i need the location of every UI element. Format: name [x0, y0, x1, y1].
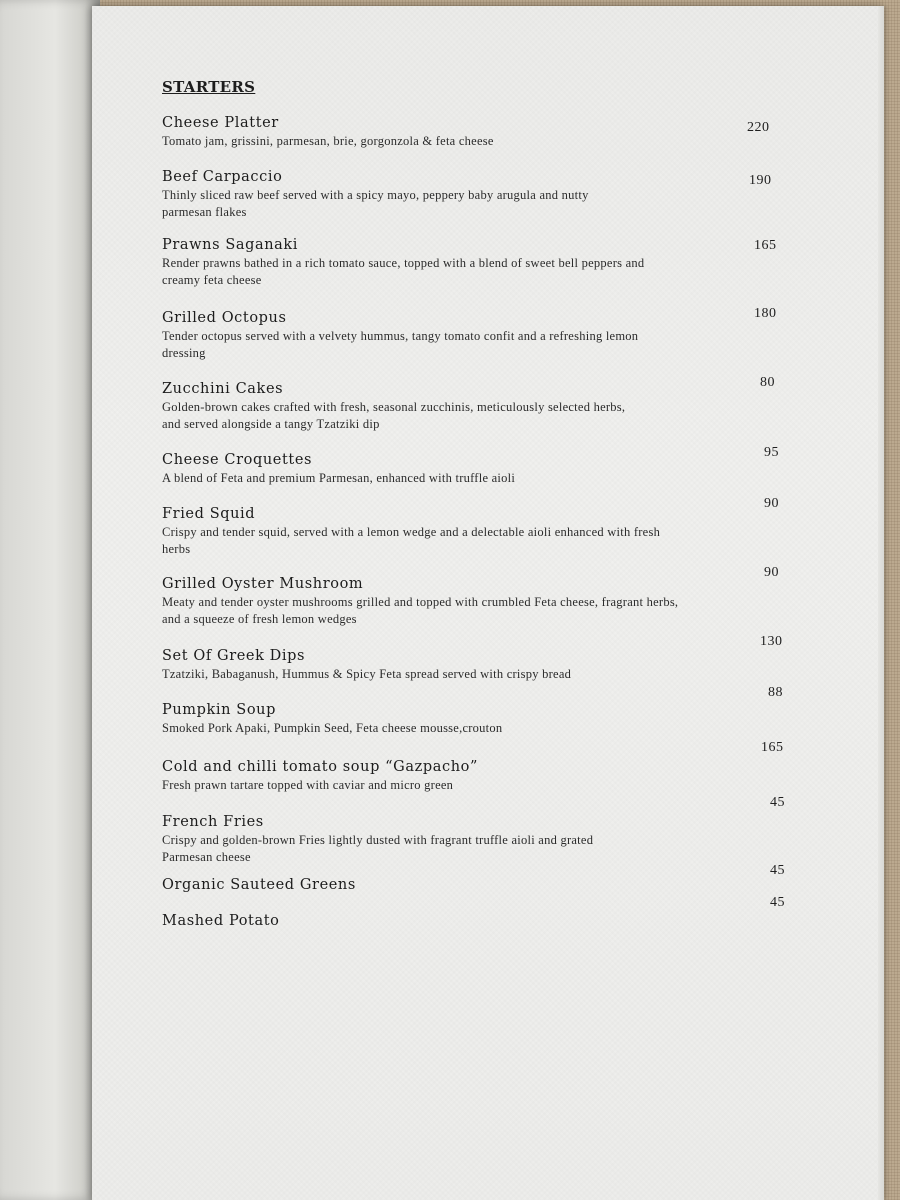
menu-item-price: 165: [761, 740, 784, 755]
menu-item-name: Grilled Octopus: [162, 310, 287, 326]
menu-item-name: Cold and chilli tomato soup “Gazpacho”: [162, 759, 478, 775]
menu-item-price: 90: [764, 496, 779, 511]
menu-item-name: Set Of Greek Dips: [162, 648, 306, 664]
menu-item-name: Cheese Platter: [162, 115, 279, 131]
menu-item-description: Fresh prawn tartare topped with caviar and micro green: [162, 778, 454, 792]
menu-item: [162, 701, 782, 737]
menu-item: [162, 236, 782, 288]
menu-item-price: 45: [770, 863, 785, 878]
menu-item-name: Grilled Oyster Mushroom: [162, 576, 364, 592]
menu-item-description: Tomato jam, grissini, parmesan, brie, gorgonzola & feta cheese: [162, 134, 494, 148]
page-edge: [878, 6, 884, 1200]
menu-item: [162, 813, 782, 865]
menu-item-name: Beef Carpaccio: [162, 169, 283, 185]
left-page: [0, 0, 100, 1200]
menu-item-price: 220: [747, 120, 770, 135]
menu-item: [162, 451, 782, 487]
menu-item-description: Smoked Pork Apaki, Pumpkin Seed, Feta cheese mousse,crouton: [162, 721, 503, 735]
menu-item-description: Golden-brown cakes crafted with fresh, seasonal zucchinis, meticulously selected herbs, and served alongside a tangy Tzatziki dip: [162, 400, 626, 431]
menu-item: [162, 647, 782, 683]
menu-item: [162, 309, 782, 361]
menu-item: [162, 912, 782, 931]
menu-item: [162, 876, 782, 895]
menu-item-name: Prawns Saganaki: [162, 237, 299, 253]
menu-item-price: 180: [754, 306, 777, 321]
menu-item-price: 130: [760, 634, 783, 649]
menu-item: [162, 575, 782, 627]
menu-item-description: Meaty and tender oyster mushrooms grilled and topped with crumbled Feta cheese, fragrant herbs, and a squeeze of fresh lemon wedges: [162, 595, 679, 626]
menu-item-description: Render prawns bathed in a rich tomato sauce, topped with a blend of sweet bell peppers and creamy feta cheese: [162, 256, 645, 287]
menu-item-price: 80: [760, 375, 775, 390]
menu-item-description: Tender octopus served with a velvety hummus, tangy tomato confit and a refreshing lemon dressing: [162, 329, 639, 360]
menu-item-description: A blend of Feta and premium Parmesan, enhanced with truffle aioli: [162, 471, 516, 485]
menu-item: [162, 114, 782, 150]
menu-item-price: 190: [749, 173, 772, 188]
menu-item-description: Thinly sliced raw beef served with a spicy mayo, peppery baby arugula and nutty parmesan flakes: [162, 188, 589, 219]
menu-item-name: Organic Sauteed Greens: [162, 877, 356, 893]
section-title: STARTERS: [162, 78, 256, 96]
menu-item-description: Tzatziki, Babaganush, Hummus & Spicy Feta spread served with crispy bread: [162, 667, 572, 681]
menu-item: [162, 505, 782, 557]
menu-item: [162, 168, 782, 220]
menu-item-price: 45: [770, 895, 785, 910]
menu-item-name: Mashed Potato: [162, 913, 280, 929]
menu-item-name: Zucchini Cakes: [162, 381, 284, 397]
menu-item-description: Crispy and tender squid, served with a lemon wedge and a delectable aioli enhanced with fresh herbs: [162, 525, 661, 556]
menu-item-name: Pumpkin Soup: [162, 702, 276, 718]
menu-page: [92, 6, 884, 1200]
menu-item: [162, 758, 782, 794]
menu-item-price: 165: [754, 238, 777, 253]
menu-item-name: Fried Squid: [162, 506, 256, 522]
menu-item-price: 95: [764, 445, 779, 460]
menu-item-price: 88: [768, 685, 783, 700]
menu-item: [162, 380, 782, 432]
menu-item-name: Cheese Croquettes: [162, 452, 313, 468]
menu-item-description: Crispy and golden-brown Fries lightly dusted with fragrant truffle aioli and grated Parmesan cheese: [162, 833, 594, 864]
menu-item-name: French Fries: [162, 814, 264, 830]
menu-item-price: 45: [770, 795, 785, 810]
menu-item-price: 90: [764, 565, 779, 580]
